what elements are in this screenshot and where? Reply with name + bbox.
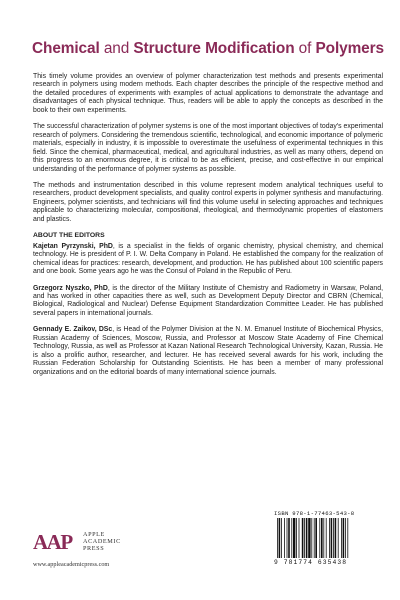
title-part-polymers: Polymers bbox=[315, 40, 384, 57]
editor-bio-text-2: , is the director of the Military Institute of Chemistry and Radiometry in Warsaw, Poland, and has worked in other capacities there as well, such as Development Deputy Director and CBRN (Chemical, Biological, Radiological and Nuclear) Defense Equipment Standardization Committee Leader. He has published several papers in international journals. bbox=[33, 284, 383, 317]
title-part-chemical: Chemical bbox=[32, 40, 100, 57]
editor-bio-1 bbox=[33, 243, 383, 277]
editor-name-1: Kajetan Pyrzynski, PhD bbox=[33, 242, 113, 250]
editor-name-3: Gennady E. Zaikov, DSc bbox=[33, 326, 113, 334]
publisher-name bbox=[83, 531, 121, 553]
description-text bbox=[33, 73, 383, 385]
description-paragraph-3: The methods and instrumentation described in this volume represent modern analytical techniques useful to researchers, product development specialists, and quality control experts in polymer synthesis and manufacturing. Engineers, polymer scientists, and technicians will find this volume useful in selecting approaches and techniques applicable to characterizing molecular, compositional, rheological, and thermodynamic properties of elastomers and plastics. bbox=[33, 181, 383, 223]
isbn-barcode bbox=[274, 510, 382, 568]
publisher-name-line-3: PRESS bbox=[83, 545, 105, 553]
description-paragraph-1: This timely volume provides an overview of polymer characterization test methods and presents experimental research in polymers using modern methods. Each chapter describes the principle of the respective method and the detailed procedures of experiments with examples of actual applications to demonstrate the advantage and disadvantages of each physical technique. Thus, readers will be able to apply the concepts as described in the book to their own experiments. bbox=[33, 73, 383, 114]
barcode-digits: 9 781774 635438 bbox=[274, 559, 348, 566]
about-editors-heading: ABOUT THE EDITORS bbox=[33, 232, 105, 240]
editor-bio-3 bbox=[33, 326, 383, 377]
book-title bbox=[32, 40, 384, 58]
publisher-name-line-2: ACADEMIC bbox=[83, 538, 121, 546]
title-part-of: of bbox=[294, 40, 316, 57]
editor-bio-text-1: , is a specialist in the fields of organic chemistry, physical chemistry, and chemical technology. He is president of P. I. W. Delta Company in Poland. He established the company for the realization of chemical ideas for practices: research, development, and production. He has published about 100 scientific papers and one book. Some years ago he was the Consul of Poland in the Republic of Peru. bbox=[33, 242, 383, 276]
publisher-logo bbox=[33, 530, 163, 556]
description-paragraph-2: The successful characterization of polymer systems is one of the most important objectives of today's experimental research of polymers. Considering the tremendous scientific, technological, and economic importance of polymeric materials, especially in industry, it is impossible to overestimate the usefulness of experimental techniques in this field. Since the chemical, pharmaceutical, medical, and agricultural industries, as well as many others, depend on this progress to an enormous degree, it is critical to be as efficient, precise, and cost-effective in our empirical understanding of the performance of polymer systems as possible. bbox=[33, 123, 383, 173]
editor-name-2: Grzegorz Nyszko, PhD bbox=[33, 284, 108, 292]
title-part-structure: Structure Modification bbox=[133, 40, 295, 57]
publisher-url: www.appleacademicpress.com bbox=[33, 561, 110, 568]
publisher-name-line-1: APPLE bbox=[83, 531, 105, 538]
logo-mark-text: AAP bbox=[33, 530, 72, 552]
editor-bio-2 bbox=[33, 285, 383, 319]
title-part-and: and bbox=[99, 40, 134, 57]
aap-logo-icon bbox=[33, 530, 79, 552]
barcode-icon bbox=[274, 518, 382, 560]
isbn-text: ISBN 978-1-77463-543-8 bbox=[274, 510, 355, 517]
editor-bio-text-3: , is Head of the Polymer Division at the N. M. Emanuel Institute of Biochemical Physics, Russian Academy of Sciences, Moscow, Russia, and Professor at Moscow State Academy of Fine Chemical Technology, Russia, as well as Professor at Kazan National Research Technological University, Kazan, Russia. He is also a prolific author, researcher, and lecturer. He has received several awards for his work, including the Russian Federation Scholarship for Outstanding Scientists. He has been a member of many professional organizations and on the editorial boards of many international science journals. bbox=[33, 326, 383, 376]
